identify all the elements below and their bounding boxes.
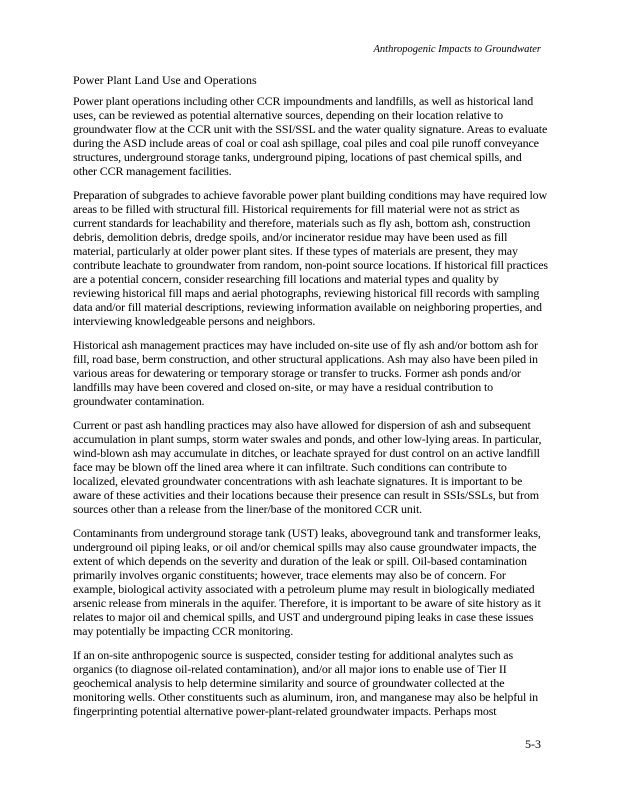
page-body [73, 73, 548, 728]
paragraph: Contaminants from underground storage tank (UST) leaks, aboveground tank and transformer leaks, underground oil piping leaks, or oil and/or chemical spills may also cause groundwater impacts, the extent of which depends on the severity and duration of the leak or spill. Oil-based contamination primarily involves organic constituents; however, trace elements may also be of concern. For example, biological activity associated with a petroleum plume may result in biologically mediated arsenic release from minerals in the aquifer. Therefore, it is important to be aware of site history as it relates to major oil and chemical spills, and UST and underground piping leaks in case these issues may potentially be impacting CCR monitoring. [73, 526, 541, 638]
section-title: Power Plant Land Use and Operations [73, 73, 257, 87]
page-number: 5-3 [525, 737, 541, 751]
paragraph: Power plant operations including other CCR impoundments and landfills, as well as historical land uses, can be reviewed as potential alternative sources, depending on their location relative to groundwater flow at the CCR unit with the SSI/SSL and the water quality signature. Areas to evaluate during the ASD include areas of coal or coal ash spillage, coal piles and coal pile runoff conveyance structures, underground storage tanks, underground piping, locations of past chemical spills, and other CCR management facilities. [73, 94, 548, 178]
paragraph: If an on-site anthropogenic source is suspected, consider testing for additional analytes such as organics (to diagnose oil-related contamination), and/or all major ions to enable use of Tier II geochemical analysis to help determine similarity and source of groundwater collected at the monitoring wells. Other constituents such as aluminum, iron, and manganese may also be helpful in fingerprinting potential alternative power-plant-related groundwater impacts. Perhaps most [73, 648, 539, 718]
running-header: Anthropogenic Impacts to Groundwater [373, 44, 541, 55]
paragraph: Historical ash management practices may have included on-site use of fly ash and/or bottom ash for fill, road base, berm construction, and other structural applications. Ash may also have been piled in various areas for dewatering or temporary storage or transfer to trucks. Former ash ponds and/or landfills may have been covered and closed on-site, or may have a residual contribution to groundwater contamination. [73, 338, 538, 408]
paragraph: Current or past ash handling practices may also have allowed for dispersion of ash and subsequent accumulation in plant sumps, storm water swales and ponds, and other low-lying areas. In particular, wind-blown ash may accumulate in ditches, or leachate sprayed for dust control on an active landfill face may be blown off the lined area where it can infiltrate. Such conditions can contribute to localized, elevated groundwater concentrations with ash leachate signatures. It is important to be aware of these activities and their locations because their presence can result in SSIs/SSLs, but from sources other than a release from the liner/base of the monitored CCR unit. [73, 418, 542, 516]
paragraph: Preparation of subgrades to achieve favorable power plant building conditions may have required low areas to be filled with structural fill. Historical requirements for fill material were not as strict as current standards for leachability and therefore, materials such as fly ash, bottom ash, construction debris, demolition debris, dredge spoils, and/or incinerator residue may have been used as fill material, particularly at older power plant sites. If these types of materials are present, they may contribute leachate to groundwater from random, non-point source locations. If historical fill practices are a potential concern, consider researching fill locations and material types and quality by reviewing historical fill maps and aerial photographs, reviewing historical fill records with sampling data and/or fill material descriptions, reviewing information available on neighboring properties, and interviewing knowledgeable persons and neighbors. [73, 188, 548, 328]
